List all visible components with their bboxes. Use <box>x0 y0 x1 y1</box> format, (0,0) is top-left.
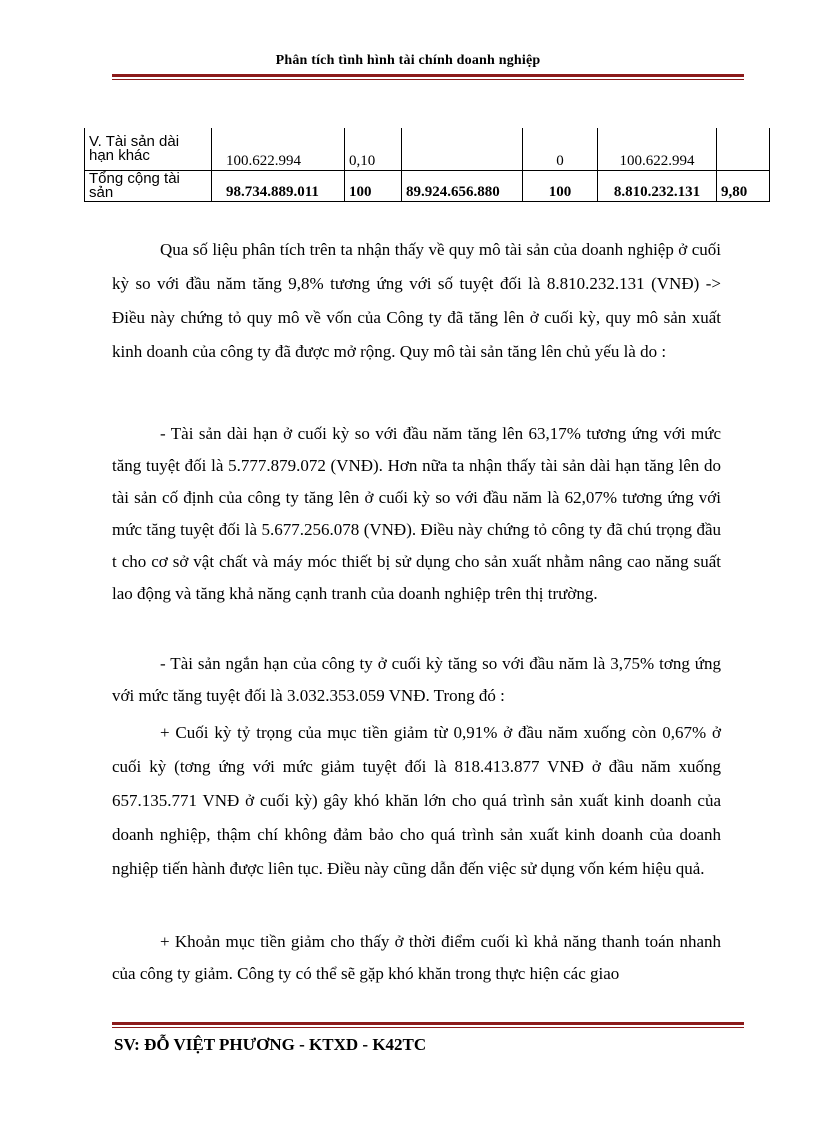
end-value-cell: 89.924.656.880 <box>402 171 523 202</box>
start-value-cell: 98.734.889.011 <box>212 171 345 202</box>
asset-table <box>84 128 770 202</box>
start-pct-cell: 0,10 <box>345 128 402 171</box>
row-label-line: V. Tài sản dài <box>89 133 180 150</box>
row-label-line: hạn khác <box>89 147 150 164</box>
paragraph-short-term-assets <box>112 648 721 712</box>
paragraph-asset-scale <box>112 233 721 369</box>
change-value-cell: 100.622.994 <box>598 128 717 171</box>
change-value-cell: 8.810.232.131 <box>598 171 717 202</box>
change-pct-cell: 9,80 <box>717 171 770 202</box>
paragraph-text: + Khoản mục tiền giảm cho thấy ở thời điểm cuối kì khả năng thanh toán nhanh của công ty giảm. Công ty có thể sẽ gặp khó khăn trong thực hiện các giao <box>112 932 721 983</box>
start-value-cell: 100.622.994 <box>212 128 345 171</box>
end-value-cell <box>402 128 523 171</box>
end-pct-cell: 0 <box>523 128 598 171</box>
header-divider <box>112 74 744 80</box>
page-header-title: Phân tích tình hình tài chính doanh nghiệp <box>275 53 541 68</box>
row-label <box>85 171 212 202</box>
paragraph-long-term-assets <box>112 418 721 610</box>
paragraph-text: Qua số liệu phân tích trên ta nhận thấy về quy mô tài sản của doanh nghiệp ở cuối kỳ so với đầu năm tăng 9,8% tương ứng với số tuyệt đối là 8.810.232.131 (VNĐ) -> Điều này chứng tỏ quy mô về vốn của Công ty đã tăng lên ở cuối kỳ, quy mô sản xuất kinh doanh của công ty đã được mở rộng. Quy mô tài sản tăng lên chủ yếu là do : <box>112 240 721 361</box>
row-label-line: sản <box>89 184 114 201</box>
paragraph-cash-ratio <box>112 716 721 886</box>
row-label <box>85 128 212 171</box>
page-footer: SV: ĐỖ VIỆT PHƯƠNG - KTXD - K42TC <box>114 1035 427 1054</box>
table-row <box>85 171 770 202</box>
paragraph-cash-decrease <box>112 926 721 990</box>
start-pct-cell: 100 <box>345 171 402 202</box>
footer-divider <box>112 1022 744 1028</box>
row-label-line: Tổng cộng tài <box>89 170 180 187</box>
end-pct-cell: 100 <box>523 171 598 202</box>
paragraph-text: + Cuối kỳ tỷ trọng của mục tiền giảm từ 0,91% ở đầu năm xuống còn 0,67% ở cuối kỳ (tơng ứng với mức giảm tuyệt đối là 818.413.877 VNĐ ở đầu năm xuống 657.135.771 VNĐ ở cuối kỳ) gây khó khăn lớn cho quá trình sản xuất kinh doanh của doanh nghiệp, thậm chí không đảm bảo cho quá trình sản xuất kinh doanh của doanh nghiệp tiến hành được liên tục. Điều này cũng dẫn đến việc sử dụng vốn kém hiệu quả. <box>112 723 721 878</box>
paragraph-text: - Tài sản dài hạn ở cuối kỳ so với đầu năm tăng lên 63,17% tương ứng với mức tăng tuyệt đối là 5.777.879.072 (VNĐ). Hơn nữa ta nhận thấy tài sản dài hạn tăng lên do tài sản cố định của công ty tăng lên ở cuối kỳ so với đầu năm là 62,07% tương ứng với mức tăng tuyệt đối là 5.677.256.078 (VNĐ). Điều này chứng tỏ công ty đã chú trọng đầu t cho cơ sở vật chất và máy móc thiết bị sử dụng cho sản xuất nhằm nâng cao năng suất lao động và tăng khả năng cạnh tranh của doanh nghiệp trên thị trường. <box>112 424 721 603</box>
change-pct-cell <box>717 128 770 171</box>
paragraph-text: - Tài sản ngắn hạn của công ty ở cuối kỳ tăng so với đầu năm là 3,75% tơng ứng với mức tăng tuyệt đối là 3.032.353.059 VNĐ. Trong đó : <box>112 654 721 705</box>
table-row <box>85 128 770 171</box>
